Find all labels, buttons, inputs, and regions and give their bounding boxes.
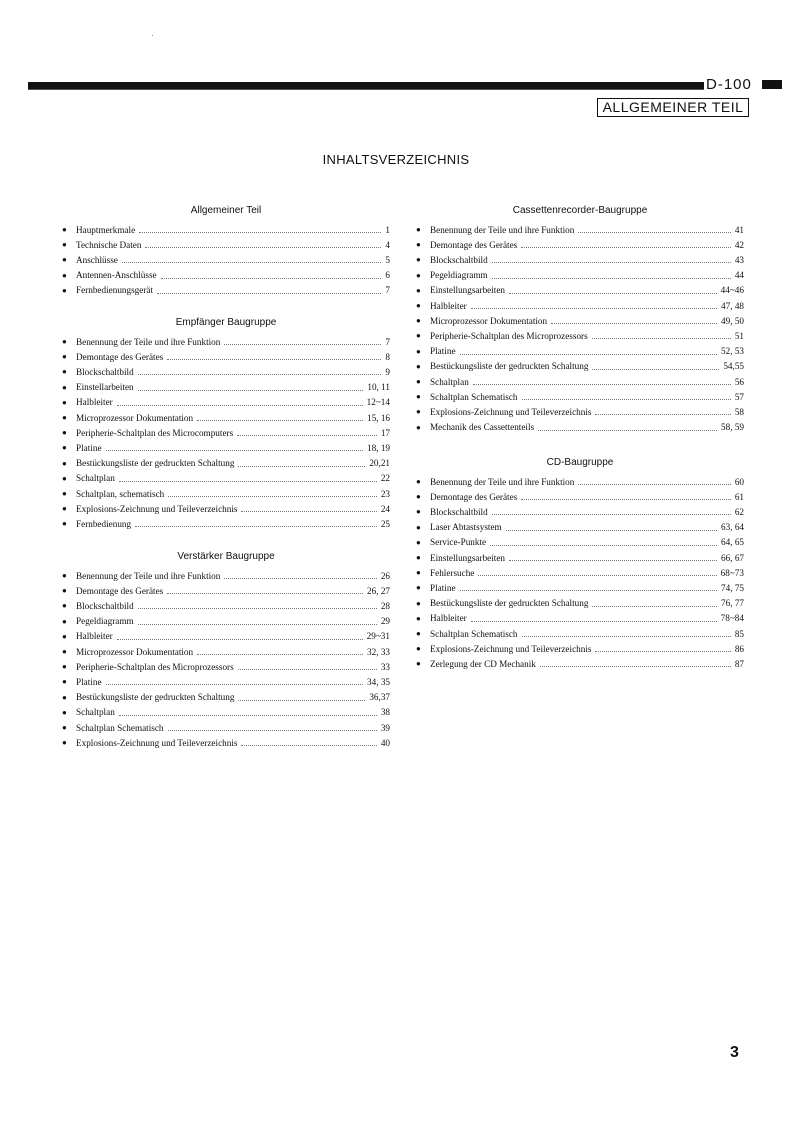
toc-entry-page: 68~73 (720, 567, 744, 578)
toc-entry (62, 583, 390, 598)
toc-entry-page: 86 (734, 643, 744, 654)
toc-entry-label: Benennung der Teile und ihre Funktion (76, 336, 221, 347)
bullet-icon: ● (62, 225, 67, 235)
toc-entry-label: Pegeldiagramm (76, 616, 134, 627)
toc-entry-page: 78~84 (720, 613, 744, 624)
bullet-icon: ● (62, 738, 67, 748)
bullet-icon: ● (416, 659, 421, 669)
dot-leader (167, 359, 381, 360)
toc-entry-page: 63, 64 (721, 522, 744, 533)
toc-entry (62, 380, 390, 395)
toc-entry-page: 49, 50 (721, 315, 744, 326)
toc-entry-label: Blockschaltbild (430, 506, 488, 517)
toc-entry-page: 42 (734, 239, 744, 250)
dot-leader (473, 384, 731, 385)
toc-entry-page: 61 (734, 491, 744, 502)
toc-entry (62, 644, 390, 659)
toc-entry (62, 364, 390, 379)
toc-entry-label: Blockschaltbild (430, 254, 488, 265)
dot-leader (197, 420, 363, 421)
toc-entry-page: 60 (734, 476, 744, 487)
toc-entry-label: Blockschaltbild (76, 600, 134, 611)
bullet-icon: ● (62, 616, 67, 626)
dot-leader (168, 496, 377, 497)
toc-entry-page: 20,21 (369, 458, 390, 469)
toc-entry-page: 41 (734, 224, 744, 235)
toc-entry (416, 626, 744, 641)
bullet-icon: ● (416, 255, 421, 265)
dot-leader (490, 545, 717, 546)
toc-entry (416, 520, 744, 535)
dot-leader (241, 511, 376, 512)
model-block-mark (762, 80, 782, 89)
dot-leader (522, 399, 731, 400)
toc-entry-page: 29 (380, 616, 390, 627)
dot-leader (592, 369, 719, 370)
bullet-icon: ● (62, 397, 67, 407)
toc-entry-label: Explosions-Zeichnung und Teileverzeichnis (430, 406, 592, 417)
bullet-icon: ● (416, 644, 421, 654)
dot-leader (241, 745, 376, 746)
toc-entry-label: Platine (76, 676, 102, 687)
bullet-icon: ● (62, 586, 67, 596)
toc-entry-label: Fehlersuche (430, 567, 475, 578)
header-rule (28, 82, 704, 89)
toc-entry-label: Mechanik des Cassettenteils (430, 422, 535, 433)
dot-leader (551, 323, 717, 324)
toc-entry-label: Antennen-Anschlüsse (76, 270, 157, 281)
toc-entry-page: 1 (385, 224, 390, 235)
toc-entry (62, 334, 390, 349)
toc-entry-label: Bestückungsliste der gedruckten Schaltung (430, 598, 589, 609)
bullet-icon: ● (62, 647, 67, 657)
dot-leader (119, 715, 377, 716)
toc-entry (416, 237, 744, 252)
dot-leader (592, 338, 731, 339)
toc-entry (62, 568, 390, 583)
toc-entry-label: Bestückungsliste der gedruckten Schaltung (430, 361, 589, 372)
bullet-icon: ● (416, 285, 421, 295)
toc-entry-page: 54,55 (723, 361, 744, 372)
toc-entry-label: Bestückungsliste der gedruckten Schaltung (76, 458, 235, 469)
toc-entry-page: 39 (380, 722, 390, 733)
toc-entry-label: Bestückungsliste der gedruckten Schaltung (76, 692, 235, 703)
toc-entry (416, 535, 744, 550)
toc-entry-label: Pegeldiagramm (430, 270, 488, 281)
bullet-icon: ● (416, 553, 421, 563)
toc-entry-label: Demontage des Gerätes (76, 351, 164, 362)
toc-entry (62, 735, 390, 750)
toc-entry-label: Demontage des Gerätes (76, 585, 164, 596)
dot-leader (224, 344, 381, 345)
toc-entry (416, 283, 744, 298)
bullet-icon: ● (416, 507, 421, 517)
toc-entry-page: 56 (734, 376, 744, 387)
toc-entry (416, 656, 744, 671)
bullet-icon: ● (416, 583, 421, 593)
toc-entry-page: 22 (380, 473, 390, 484)
model-code: D-100 (706, 76, 752, 93)
dot-leader (471, 308, 717, 309)
dot-leader (538, 430, 717, 431)
toc-entry-label: Platine (430, 582, 456, 593)
bullet-icon: ● (62, 255, 67, 265)
toc-entry-page: 64, 65 (721, 537, 744, 548)
dot-leader (237, 435, 377, 436)
toc-entry (62, 425, 390, 440)
dot-leader (106, 684, 364, 685)
dot-leader (117, 639, 363, 640)
toc-entry-page: 33 (380, 661, 390, 672)
toc-entry-label: Fernbedienung (76, 518, 132, 529)
bullet-icon: ● (416, 407, 421, 417)
toc-entry-page: 44~46 (720, 285, 744, 296)
toc-entry-label: Technische Daten (76, 239, 142, 250)
toc-entry (416, 565, 744, 580)
toc-entry-page: 15, 16 (367, 412, 390, 423)
dot-leader (167, 593, 363, 594)
toc-entry (62, 705, 390, 720)
bullet-icon: ● (62, 413, 67, 423)
dot-leader (161, 278, 382, 279)
toc-entry (416, 596, 744, 611)
dot-leader (522, 636, 731, 637)
toc-entry-page: 28 (380, 600, 390, 611)
toc-entry-label: Microprozessor Dokumentation (76, 412, 194, 423)
toc-entry (62, 516, 390, 531)
dot-leader (138, 390, 364, 391)
dot-leader (168, 730, 377, 731)
bullet-icon: ● (416, 613, 421, 623)
toc-entry-page: 6 (385, 270, 390, 281)
toc-entry-page: 38 (380, 707, 390, 718)
bullet-icon: ● (416, 568, 421, 578)
bullet-icon: ● (62, 473, 67, 483)
bullet-icon: ● (416, 301, 421, 311)
toc-entry-label: Fernbedienungsgerät (76, 285, 154, 296)
toc-entry (416, 389, 744, 404)
dot-leader (460, 354, 718, 355)
toc-entry-label: Explosions-Zeichnung und Teileverzeichnis (76, 737, 238, 748)
bullet-icon: ● (62, 631, 67, 641)
toc-entry-page: 23 (380, 488, 390, 499)
toc-entry-label: Explosions-Zeichnung und Teileverzeichnis (76, 503, 238, 514)
toc-entry-page: 9 (385, 366, 390, 377)
toc-entry-page: 36,37 (369, 692, 390, 703)
bullet-icon: ● (62, 352, 67, 362)
dot-leader (238, 466, 365, 467)
dot-leader (138, 608, 377, 609)
toc-entry-page: 7 (385, 336, 390, 347)
toc-entry (62, 456, 390, 471)
toc-entry (416, 252, 744, 267)
toc-entry-label: Schaltplan (76, 707, 115, 718)
dot-leader (492, 262, 731, 263)
group-heading: Verstärker Baugruppe (177, 551, 275, 562)
dot-leader (578, 232, 730, 233)
toc-entry-label: Peripherie-Schaltplan des Microprozessors (76, 661, 234, 672)
toc-entry-label: Schaltplan Schematisch (430, 391, 518, 402)
bullet-icon: ● (62, 443, 67, 453)
toc-entry (416, 580, 744, 595)
toc-entry-label: Einstellungsarbeiten (430, 552, 506, 563)
bullet-icon: ● (416, 377, 421, 387)
bullet-icon: ● (416, 346, 421, 356)
dot-leader (135, 526, 377, 527)
toc-entry (416, 404, 744, 419)
toc-entry-label: Einstellungsarbeiten (430, 285, 506, 296)
toc-entry (62, 598, 390, 613)
bullet-icon: ● (62, 458, 67, 468)
bullet-icon: ● (416, 316, 421, 326)
toc-entry-label: Microprozessor Dokumentation (76, 646, 194, 657)
toc-entry (62, 410, 390, 425)
bullet-icon: ● (416, 270, 421, 280)
bullet-icon: ● (62, 285, 67, 295)
dot-leader (595, 414, 730, 415)
toc-entry (62, 629, 390, 644)
toc-entry (62, 268, 390, 283)
dot-leader (139, 232, 381, 233)
toc-entry (416, 298, 744, 313)
toc-entry (416, 268, 744, 283)
toc-entry (62, 614, 390, 629)
toc-entry-label: Schaltplan (76, 473, 115, 484)
scan-mark (152, 35, 153, 36)
dot-leader (492, 278, 731, 279)
toc-entry-label: Halbleiter (430, 300, 467, 311)
toc-entry (62, 471, 390, 486)
toc-entry-page: 12~14 (366, 397, 390, 408)
toc-entry-label: Schaltplan Schematisch (76, 722, 164, 733)
toc-entry-page: 26, 27 (367, 585, 390, 596)
dot-leader (595, 651, 730, 652)
dot-leader (117, 405, 363, 406)
toc-entry-label: Microprozessor Dokumentation (430, 315, 548, 326)
bullet-icon: ● (62, 662, 67, 672)
group-heading: Cassettenrecorder-Baugruppe (512, 205, 648, 216)
toc-entry (62, 659, 390, 674)
dot-leader (157, 293, 381, 294)
toc-entry-label: Benennung der Teile und ihre Funktion (76, 570, 221, 581)
toc-entry (416, 222, 744, 237)
toc-entry-page: 8 (385, 351, 390, 362)
toc-entry-page: 47, 48 (721, 300, 744, 311)
bullet-icon: ● (62, 504, 67, 514)
dot-leader (106, 450, 364, 451)
bullet-icon: ● (416, 392, 421, 402)
bullet-icon: ● (416, 629, 421, 639)
toc-entry-page: 51 (734, 330, 744, 341)
toc-entry-page: 76, 77 (721, 598, 744, 609)
bullet-icon: ● (416, 422, 421, 432)
bullet-icon: ● (62, 382, 67, 392)
page-number: 3 (730, 1044, 739, 1061)
toc-entry-label: Platine (430, 346, 456, 357)
toc-entry (62, 252, 390, 267)
bullet-icon: ● (62, 571, 67, 581)
dot-leader (521, 499, 731, 500)
bullet-icon: ● (416, 225, 421, 235)
bullet-icon: ● (62, 337, 67, 347)
toc-entry (62, 674, 390, 689)
toc-entry (62, 349, 390, 364)
toc-entry-label: Peripherie-Schaltplan des Microcomputers (76, 427, 234, 438)
toc-entry (416, 550, 744, 565)
toc-entry-page: 34, 35 (367, 676, 390, 687)
bullet-icon: ● (62, 707, 67, 717)
dot-leader (460, 590, 718, 591)
dot-leader (138, 374, 382, 375)
toc-entry-label: Benennung der Teile und ihre Funktion (430, 476, 575, 487)
toc-entry (62, 395, 390, 410)
toc-entry-page: 17 (380, 427, 390, 438)
dot-leader (506, 530, 717, 531)
toc-entry-label: Schaltplan, schematisch (76, 488, 165, 499)
toc-entry (416, 474, 744, 489)
page-title: INHALTSVERZEICHNIS (322, 152, 470, 167)
toc-entry-page: 43 (734, 254, 744, 265)
bullet-icon: ● (416, 537, 421, 547)
group-heading: Allgemeiner Teil (190, 205, 262, 216)
toc-entry-label: Schaltplan (430, 376, 469, 387)
bullet-icon: ● (62, 367, 67, 377)
toc-entry (62, 440, 390, 455)
toc-entry (416, 489, 744, 504)
toc-entry (416, 313, 744, 328)
toc-entry-page: 62 (734, 506, 744, 517)
section-label: ALLGEMEINER TEIL (597, 98, 749, 117)
bullet-icon: ● (416, 331, 421, 341)
dot-leader (578, 484, 730, 485)
toc-entry-label: Halbleiter (76, 631, 113, 642)
toc-entry (416, 641, 744, 656)
header-rule-thin (28, 89, 704, 90)
toc-entry-label: Platine (76, 442, 102, 453)
bullet-icon: ● (416, 361, 421, 371)
toc-entry (62, 720, 390, 735)
dot-leader (509, 560, 717, 561)
bullet-icon: ● (416, 492, 421, 502)
toc-entry-label: Blockschaltbild (76, 366, 134, 377)
toc-entry-page: 57 (734, 391, 744, 402)
toc-entry-page: 87 (734, 658, 744, 669)
toc-entry (62, 283, 390, 298)
toc-entry-page: 66, 67 (721, 552, 744, 563)
toc-entry-page: 32, 33 (367, 646, 390, 657)
group-heading: CD-Baugruppe (546, 457, 614, 468)
toc-entry (62, 690, 390, 705)
toc-entry (62, 486, 390, 501)
dot-leader (540, 666, 731, 667)
dot-leader (238, 669, 377, 670)
bullet-icon: ● (62, 428, 67, 438)
bullet-icon: ● (62, 519, 67, 529)
bullet-icon: ● (416, 240, 421, 250)
toc-entry-page: 5 (385, 254, 390, 265)
toc-entry-page: 18, 19 (367, 442, 390, 453)
toc-entry-label: Benennung der Teile und ihre Funktion (430, 224, 575, 235)
dot-leader (224, 578, 376, 579)
toc-entry-page: 7 (385, 285, 390, 296)
bullet-icon: ● (62, 723, 67, 733)
dot-leader (122, 262, 382, 263)
toc-entry-page: 26 (380, 570, 390, 581)
toc-entry (416, 359, 744, 374)
toc-entry-label: Halbleiter (430, 613, 467, 624)
toc-entry-page: 40 (380, 737, 390, 748)
toc-entry (62, 222, 390, 237)
toc-entry-page: 52, 53 (721, 346, 744, 357)
toc-entry-label: Schaltplan Schematisch (430, 628, 518, 639)
toc-entry-page: 4 (385, 239, 390, 250)
toc-entry-page: 10, 11 (367, 382, 390, 393)
toc-entry-label: Einstellarbeiten (76, 382, 134, 393)
dot-leader (119, 481, 377, 482)
toc-entry (416, 328, 744, 343)
toc-entry (416, 611, 744, 626)
bullet-icon: ● (62, 240, 67, 250)
bullet-icon: ● (416, 522, 421, 532)
toc-entry-label: Explosions-Zeichnung und Teileverzeichnis (430, 643, 592, 654)
bullet-icon: ● (62, 601, 67, 611)
toc-entry-page: 74, 75 (721, 582, 744, 593)
dot-leader (509, 293, 717, 294)
toc-entry-page: 58, 59 (721, 422, 744, 433)
bullet-icon: ● (62, 270, 67, 280)
bullet-icon: ● (62, 489, 67, 499)
bullet-icon: ● (416, 598, 421, 608)
toc-entry-label: Hauptmerkmale (76, 224, 136, 235)
toc-entry (62, 501, 390, 516)
dot-leader (138, 624, 377, 625)
toc-entry-label: Laser Abtastsystem (430, 522, 502, 533)
toc-entry-label: Halbleiter (76, 397, 113, 408)
toc-entry-page: 29~31 (366, 631, 390, 642)
bullet-icon: ● (62, 677, 67, 687)
toc-entry-label: Demontage des Gerätes (430, 239, 518, 250)
toc-entry (416, 504, 744, 519)
dot-leader (145, 247, 381, 248)
bullet-icon: ● (62, 692, 67, 702)
toc-entry-page: 58 (734, 406, 744, 417)
toc-entry-label: Demontage des Gerätes (430, 491, 518, 502)
toc-entry-page: 25 (380, 518, 390, 529)
toc-entry (416, 420, 744, 435)
toc-entry (416, 344, 744, 359)
toc-entry-page: 85 (734, 628, 744, 639)
toc-entry-page: 44 (734, 270, 744, 281)
dot-leader (238, 700, 365, 701)
group-heading: Empfänger Baugruppe (175, 317, 277, 328)
dot-leader (492, 514, 731, 515)
toc-entry-label: Zerlegung der CD Mechanik (430, 658, 536, 669)
toc-entry-label: Service-Punkte (430, 537, 487, 548)
toc-entry (416, 374, 744, 389)
toc-entry (62, 237, 390, 252)
bullet-icon: ● (416, 477, 421, 487)
dot-leader (592, 606, 717, 607)
dot-leader (197, 654, 363, 655)
toc-entry-label: Peripherie-Schaltplan des Microprozessors (430, 330, 588, 341)
dot-leader (471, 621, 717, 622)
dot-leader (521, 247, 731, 248)
toc-entry-label: Anschlüsse (76, 254, 118, 265)
toc-entry-page: 24 (380, 503, 390, 514)
dot-leader (478, 575, 716, 576)
